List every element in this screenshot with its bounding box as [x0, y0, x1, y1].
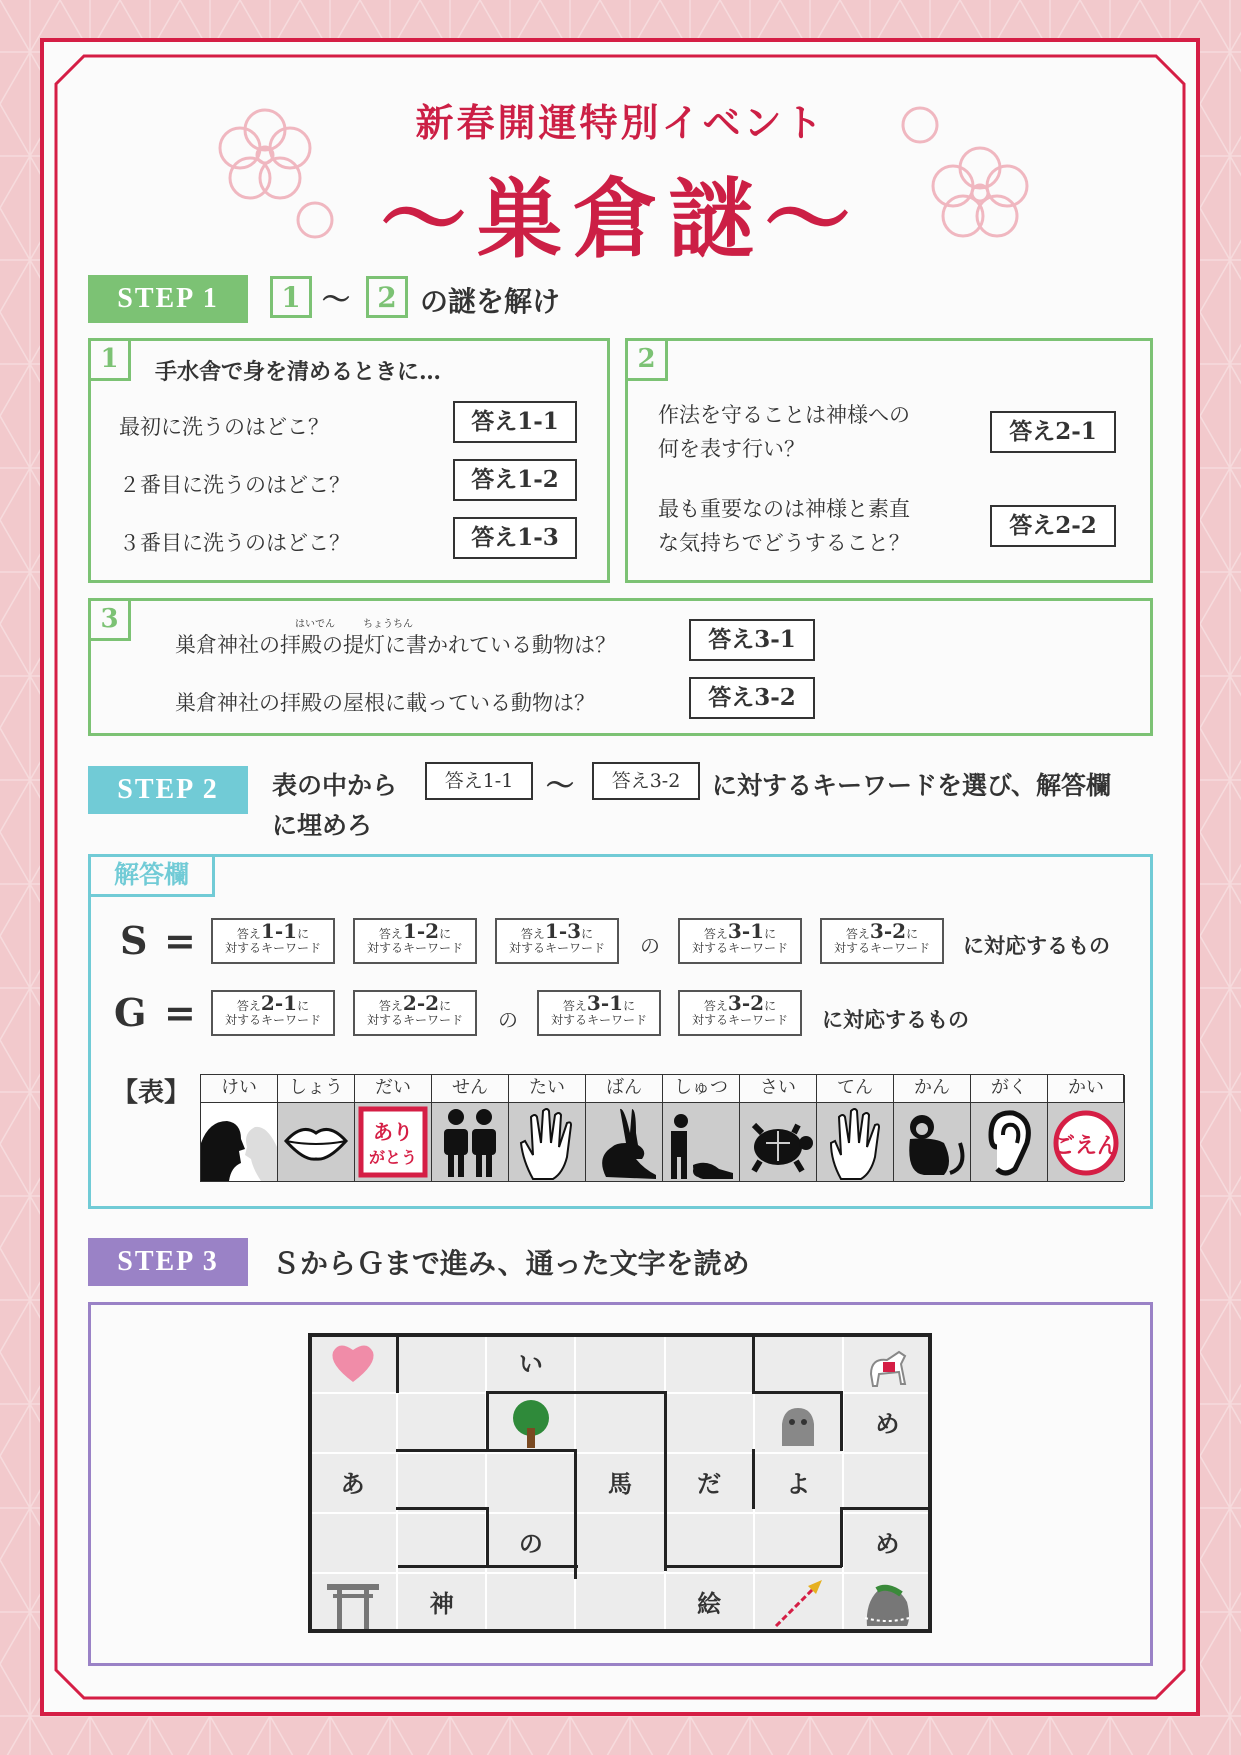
maze-cell: よ: [754, 1453, 843, 1513]
maze-cell: [397, 1393, 486, 1453]
answer-1-2-box: 答え1-2: [453, 459, 577, 501]
table-header-11: かい: [1048, 1075, 1125, 1103]
slot-answer-3-2: 答え3-2に 対するキーワード: [678, 990, 802, 1036]
heart-icon: [323, 1334, 383, 1394]
question-3-1: 巣倉神社の拝殿の提灯に書かれている動物は？: [175, 633, 616, 657]
maze-cell: [754, 1513, 843, 1573]
turtle-icon: [740, 1103, 816, 1181]
answer-3-2-box: 答え3-2: [689, 677, 815, 719]
table-cell-4: [509, 1103, 586, 1181]
maze-cell: の: [486, 1513, 575, 1573]
rabbit-icon: [586, 1103, 662, 1181]
goen-stamp-icon: [1048, 1103, 1124, 1181]
step1-ref-2: 2: [366, 276, 408, 318]
maze-cell: [308, 1393, 397, 1453]
step2-ref-a: 答え1-1: [425, 762, 533, 800]
maze-cell: 馬: [575, 1453, 664, 1513]
table-header-9: かん: [894, 1075, 971, 1103]
svg-text:ごえん: ごえん: [1052, 1133, 1120, 1159]
slot-answer-3-1: 答え3-1に 対するキーワード: [678, 918, 802, 964]
step1-instruction: の謎を解け: [420, 285, 561, 318]
maze-cell: [575, 1333, 664, 1393]
table-cell-9: [894, 1103, 971, 1181]
step1-sep: ～: [322, 283, 351, 316]
step3-label: STEP 3: [88, 1238, 248, 1286]
table-cell-6: [663, 1103, 740, 1181]
event-title: ～巣倉謎～: [380, 169, 861, 270]
table-header-5: ばん: [586, 1075, 663, 1103]
question-3-box: [88, 598, 1153, 736]
maze-cell: [397, 1513, 486, 1573]
maze-cell: [665, 1393, 754, 1453]
maze-cell-heart-icon: [308, 1333, 397, 1393]
maze-cell-rock-icon: [843, 1573, 932, 1633]
slot-answer-1-3: 答え1-3に 対するキーワード: [495, 918, 619, 964]
table-header-8: てん: [817, 1075, 894, 1103]
s-label: S: [120, 918, 148, 963]
ear-icon: [971, 1103, 1047, 1181]
torii-icon: [323, 1574, 383, 1634]
table-cell-2: [355, 1103, 432, 1181]
bow-person-icon: [663, 1103, 739, 1181]
table-cell-8: [817, 1103, 894, 1181]
arigatou-stamp-icon: [355, 1103, 431, 1181]
maze-cell-komainu-icon: [754, 1393, 843, 1453]
question-3-number: 3: [91, 601, 131, 641]
svg-text:がとう: がとう: [368, 1148, 418, 1167]
maze-cell: [575, 1513, 664, 1573]
step2-text-b: に対するキーワードを選び、解答欄: [712, 771, 1112, 800]
step2-text-c: に埋めろ: [272, 811, 373, 840]
table-header-2: だい: [355, 1075, 432, 1103]
rock-icon: [857, 1574, 917, 1634]
maze-cell: [665, 1333, 754, 1393]
answer-2-1-box: 答え2-1: [990, 411, 1116, 453]
s-suffix: に対応するもの: [963, 933, 1110, 958]
question-1-title: 手水舎で身を清めるときに…: [155, 359, 442, 385]
question-2-number: 2: [628, 341, 668, 381]
arrow-icon: [768, 1574, 828, 1634]
maze-cell: [486, 1453, 575, 1513]
answer-3-1-box: 答え3-1: [689, 619, 815, 661]
question-1-3: ３番目に洗うのはどこ？: [119, 531, 350, 555]
ruby-haiden: はいでん: [295, 619, 335, 630]
slot-answer-2-2: 答え2-2に 対するキーワード: [353, 990, 477, 1036]
open-hand-icon: [509, 1103, 585, 1181]
lips-icon: [278, 1103, 354, 1181]
maze-cell: [754, 1333, 843, 1393]
maze-cell: め: [843, 1513, 932, 1573]
maze-cell: 神: [397, 1573, 486, 1633]
maze-cell-torii-icon: [308, 1573, 397, 1633]
table-header-0: けい: [201, 1075, 278, 1103]
question-1-number: 1: [91, 341, 131, 381]
table-header-4: たい: [509, 1075, 586, 1103]
slot-answer-1-1: 答え1-1に 対するキーワード: [211, 918, 335, 964]
maze-cell: 絵: [665, 1573, 754, 1633]
event-subtitle: 新春開運特別イベント: [415, 100, 826, 145]
question-2-1-line1: 作法を守ることは神様への: [658, 403, 910, 427]
step1-ref-1: 1: [270, 276, 312, 318]
slot-answer-3-1: 答え3-1に 対するキーワード: [537, 990, 661, 1036]
table-header-1: しょう: [278, 1075, 355, 1103]
table-header-7: さい: [740, 1075, 817, 1103]
profile-icon: [201, 1103, 277, 1181]
table-header-10: がく: [971, 1075, 1048, 1103]
s-equals: =: [164, 918, 196, 963]
table-cell-5: [586, 1103, 663, 1181]
maze-cell-horse-icon: [843, 1333, 932, 1393]
answer-sheet-tag: 解答欄: [91, 857, 215, 897]
question-3-2: 巣倉神社の拝殿の屋根に載っている動物は？: [175, 691, 595, 715]
monkey-icon: [894, 1103, 970, 1181]
g-suffix: に対応するもの: [822, 1007, 969, 1032]
maze-cell: [575, 1393, 664, 1453]
slot-answer-3-2: 答え3-2に 対するキーワード: [820, 918, 944, 964]
slot-answer-1-2: 答え1-2に 対するキーワード: [353, 918, 477, 964]
svg-text:あり: あり: [373, 1120, 413, 1144]
table-cell-3: [432, 1103, 509, 1181]
table-header-3: せん: [432, 1075, 509, 1103]
s-of: の: [640, 934, 660, 958]
maze-cell: [397, 1453, 486, 1513]
table-cell-1: [278, 1103, 355, 1181]
question-1-box: [88, 338, 610, 583]
maze-cell: [843, 1453, 932, 1513]
slot-answer-2-1: 答え2-1に 対するキーワード: [211, 990, 335, 1036]
answer-1-1-box: 答え1-1: [453, 401, 577, 443]
table-cell-11: [1048, 1103, 1125, 1181]
maze-cell: [397, 1333, 486, 1393]
maze-cell: [308, 1513, 397, 1573]
question-1-2: ２番目に洗うのはどこ？: [119, 473, 350, 497]
komainu-icon: [768, 1394, 828, 1454]
step1-label: STEP 1: [88, 275, 248, 323]
question-1-1: 最初に洗うのはどこ？: [119, 415, 329, 439]
table-label: 【表】: [112, 1078, 191, 1108]
maze-cell-tree-icon: [486, 1393, 575, 1453]
tree-icon: [501, 1394, 561, 1454]
question-2-box: [625, 338, 1153, 583]
maze: [308, 1333, 932, 1633]
maze-cell-arrow-icon: [754, 1573, 843, 1633]
step2-ref-b: 答え3-2: [592, 762, 700, 800]
hand-icon: [817, 1103, 893, 1181]
step2-label: STEP 2: [88, 766, 248, 814]
maze-cell: [486, 1573, 575, 1633]
keyword-table: [200, 1074, 1124, 1182]
maze-cell: い: [486, 1333, 575, 1393]
answer-1-3-box: 答え1-3: [453, 517, 577, 559]
question-2-2-line1: 最も重要なのは神様と素直: [658, 497, 910, 521]
step2-text-a: 表の中から: [272, 771, 398, 800]
maze-cell: め: [843, 1393, 932, 1453]
maze-cell: だ: [665, 1453, 754, 1513]
horse-icon: [857, 1334, 917, 1394]
table-cell-7: [740, 1103, 817, 1181]
table-header-6: しゅつ: [663, 1075, 740, 1103]
two-people-icon: [432, 1103, 508, 1181]
step2-sep: ～: [546, 769, 575, 802]
answer-2-2-box: 答え2-2: [990, 505, 1116, 547]
maze-cell: [665, 1513, 754, 1573]
g-of: の: [498, 1008, 518, 1032]
step3-instruction: ＳからＧまで進み、通った文字を読め: [272, 1247, 750, 1280]
g-equals: =: [164, 990, 196, 1035]
table-cell-0: [201, 1103, 278, 1181]
question-2-2-line2: な気持ちでどうすること？: [658, 531, 910, 555]
ruby-chouchin: ちょうちん: [363, 619, 413, 630]
g-label: G: [114, 990, 147, 1035]
table-cell-10: [971, 1103, 1048, 1181]
maze-cell: [575, 1573, 664, 1633]
maze-cell: あ: [308, 1453, 397, 1513]
question-2-1-line2: 何を表す行い？: [658, 437, 805, 461]
